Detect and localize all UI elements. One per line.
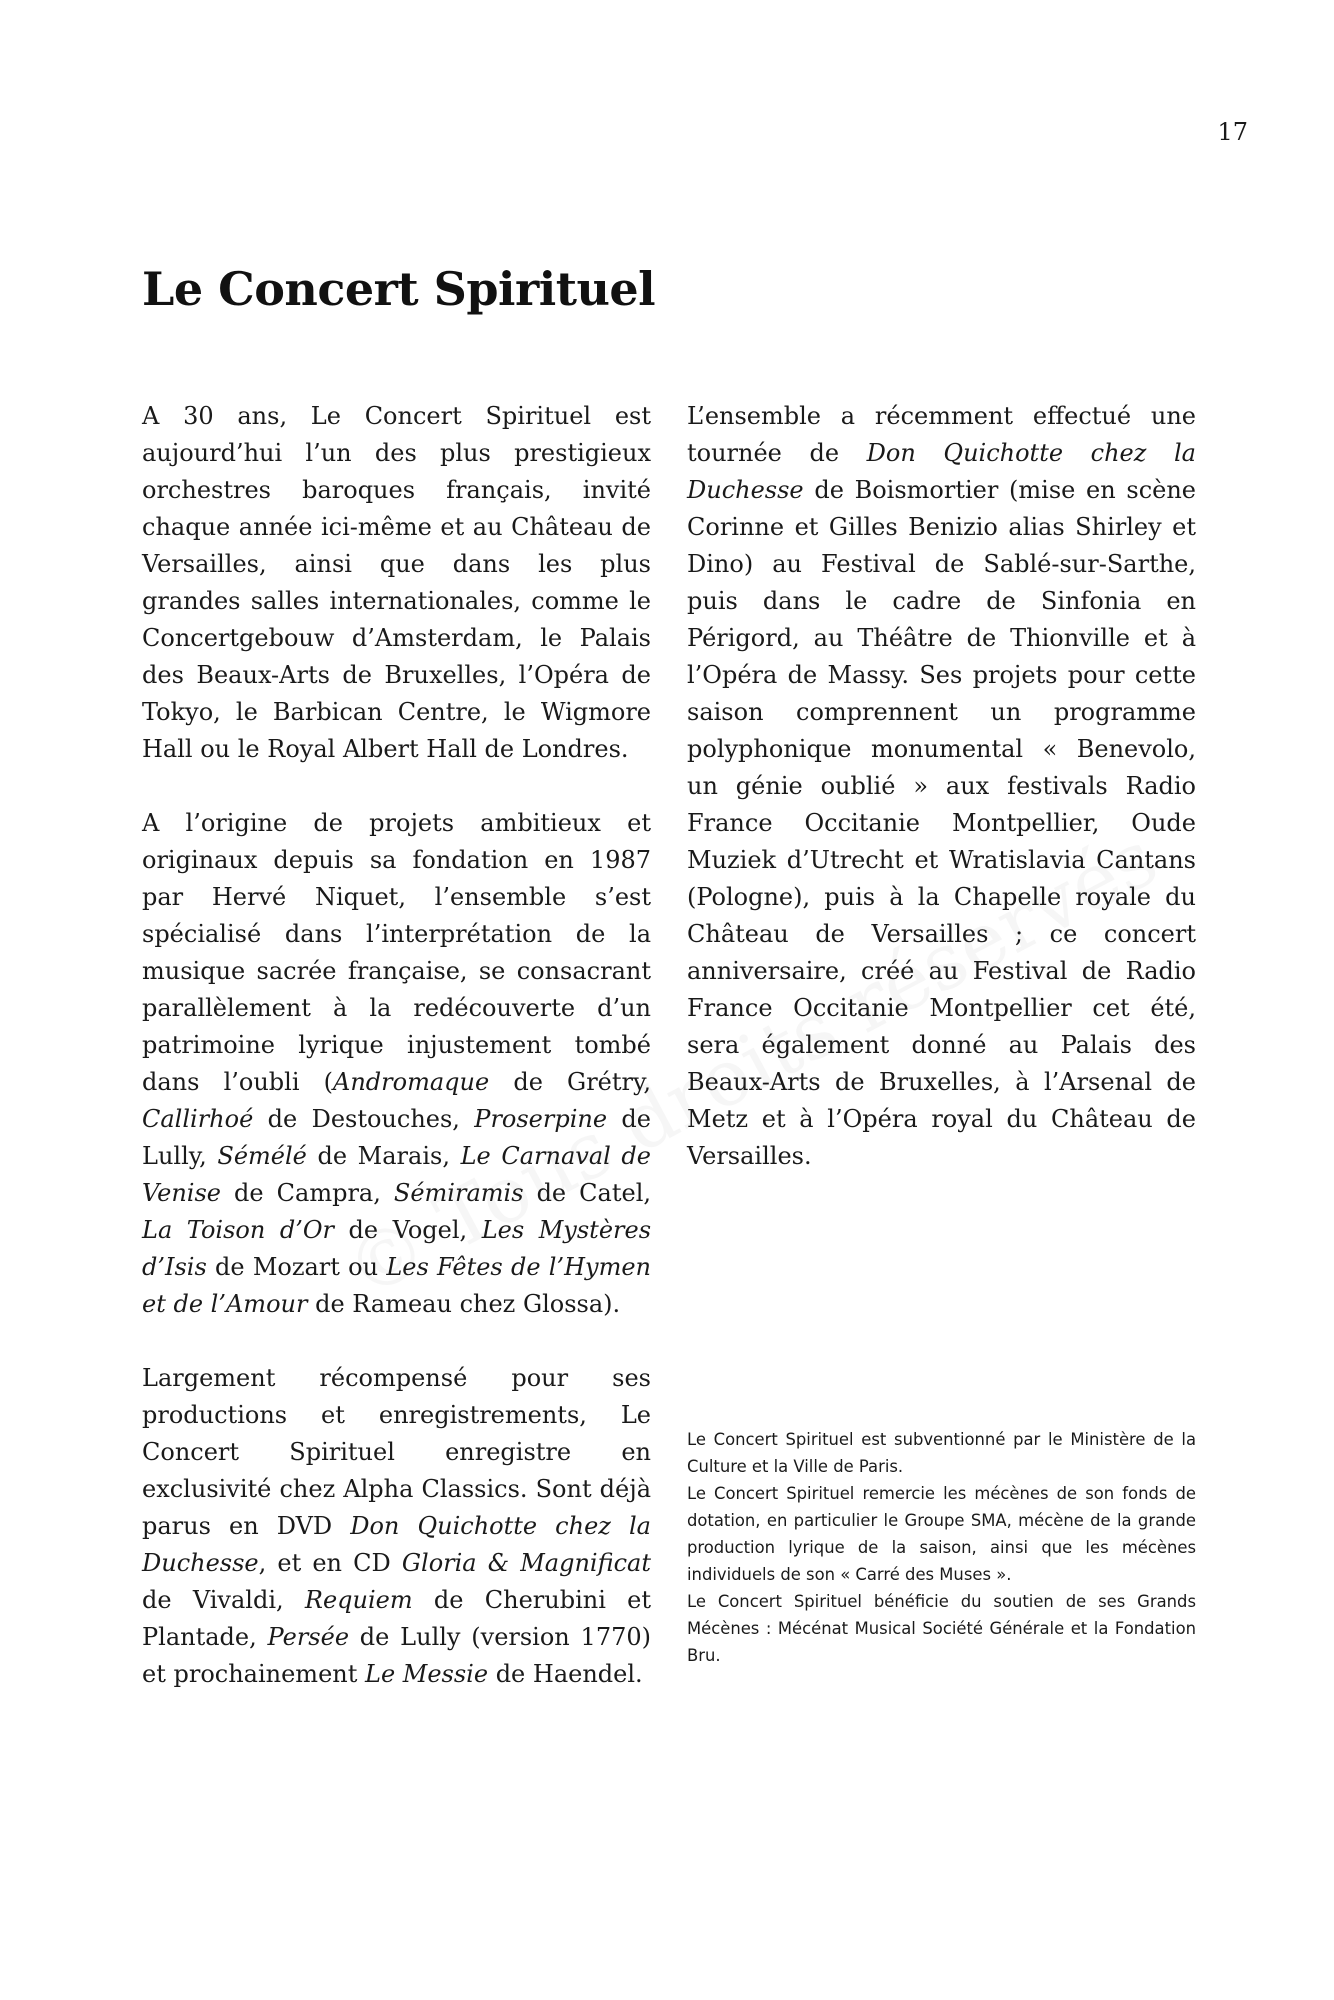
work-title: Gloria & Magnificat <box>401 1549 651 1577</box>
work-title: Andromaque <box>333 1068 490 1096</box>
sponsor-notes <box>687 1426 1196 1669</box>
work-title: Les Fêtes de l’Hymen et de l’Amour <box>142 1253 651 1318</box>
work-title: Le Carnaval de Venise <box>142 1142 652 1207</box>
note-grand-patrons: Le Concert Spirituel bénéficie du soutien de ses Grands Mécènes : Mécénat Musical Société Générale et la Fondation Bru. <box>687 1592 1196 1665</box>
work-title: Sémélé <box>217 1142 307 1170</box>
page-title: Le Concert Spirituel <box>142 262 656 316</box>
right-column <box>687 398 1196 1212</box>
work-title: Proserpine <box>474 1105 608 1133</box>
work-title: La Toison d’Or <box>142 1216 334 1244</box>
left-column <box>142 398 651 1730</box>
work-title: Don Quichotte chez la Duchesse <box>687 439 1196 504</box>
note-subsidy: Le Concert Spirituel est subventionné par le Ministère de la Culture et la Ville de Paris. <box>687 1430 1196 1476</box>
work-title: Sémiramis <box>393 1179 524 1207</box>
page-number: 17 <box>1217 118 1248 146</box>
work-title: Callirhoé <box>142 1105 254 1133</box>
work-title: Don Quichotte chez la Duchesse <box>142 1512 651 1577</box>
work-title: Le Messie <box>365 1660 489 1688</box>
right-column-paragraph-1: L’ensemble a récemment effectué une tournée de Don Quichotte chez la Duchesse de Boismortier (mise en scène Corinne et Gilles Benizio alias Shirley et Dino) au Festival de Sablé-sur-Sarthe, puis dans le cadre de Sinfonia en Périgord, au Théâtre de Thionville et à l’Opéra de Massy. Ses projets pour cette saison comprennent un programme polyphonique monumental « Benevolo, un génie oublié » aux festivals Radio France Occitanie Montpellier, Oude Muziek d’Utrecht et Wratislavia Cantans (Pologne), puis à la Chapelle royale du Château de Versailles ; ce concert anniversaire, créé au Festival de Radio France Occitanie Montpellier cet été, sera également donné au Palais des Beaux-Arts de Bruxelles, à l’Arsenal de Metz et à l’Opéra royal du Château de Versailles. <box>687 402 1196 1170</box>
left-column-paragraph-1: A 30 ans, Le Concert Spirituel est aujourd’hui l’un des plus prestigieux orchestres baroques français, invité chaque année ici-même et au Château de Versailles, ainsi que dans les plus grandes salles internationales, comme le Concertgebouw d’Amsterdam, le Palais des Beaux-Arts de Bruxelles, l’Opéra de Tokyo, le Barbican Centre, le Wigmore Hall ou le Royal Albert Hall de Londres. <box>142 402 651 763</box>
left-column-paragraph-3: Largement récompensé pour ses productions et enregistrements, Le Concert Spirituel enregistre en exclusivité chez Alpha Classics. Sont déjà parus en DVD Don Quichotte chez la Duchesse, et en CD Gloria & Magnificat de Vivaldi, Requiem de Cherubini et Plantade, Persée de Lully (version 1770) et prochainement Le Messie de Haendel. <box>142 1364 652 1688</box>
work-title: Les Mystères d’Isis <box>142 1216 652 1281</box>
left-column-paragraph-2: A l’origine de projets ambitieux et originaux depuis sa fondation en 1987 par Hervé Niquet, l’ensemble s’est spécialisé dans l’interprétation de la musique sacrée française, se consacrant parallèlement à la redécouverte d’un patrimoine lyrique injustement tombé dans l’oubli (Andromaque de Grétry, Callirhoé de Destouches, Proserpine de Lully, Sémélé de Marais, Le Carnaval de Venise de Campra, Sémiramis de Catel, La Toison d’Or de Vogel, Les Mystères d’Isis de Mozart ou Les Fêtes de l’Hymen et de l’Amour de Rameau chez Glossa). <box>142 809 652 1318</box>
work-title: Persée <box>267 1623 350 1651</box>
work-title: Requiem <box>304 1586 413 1614</box>
note-patrons: Le Concert Spirituel remercie les mécènes de son fonds de dotation, en particulier le Groupe SMA, mécène de la grande production lyrique de la saison, ainsi que les mécènes individuels de son « Carré des Muses ». <box>687 1484 1196 1584</box>
